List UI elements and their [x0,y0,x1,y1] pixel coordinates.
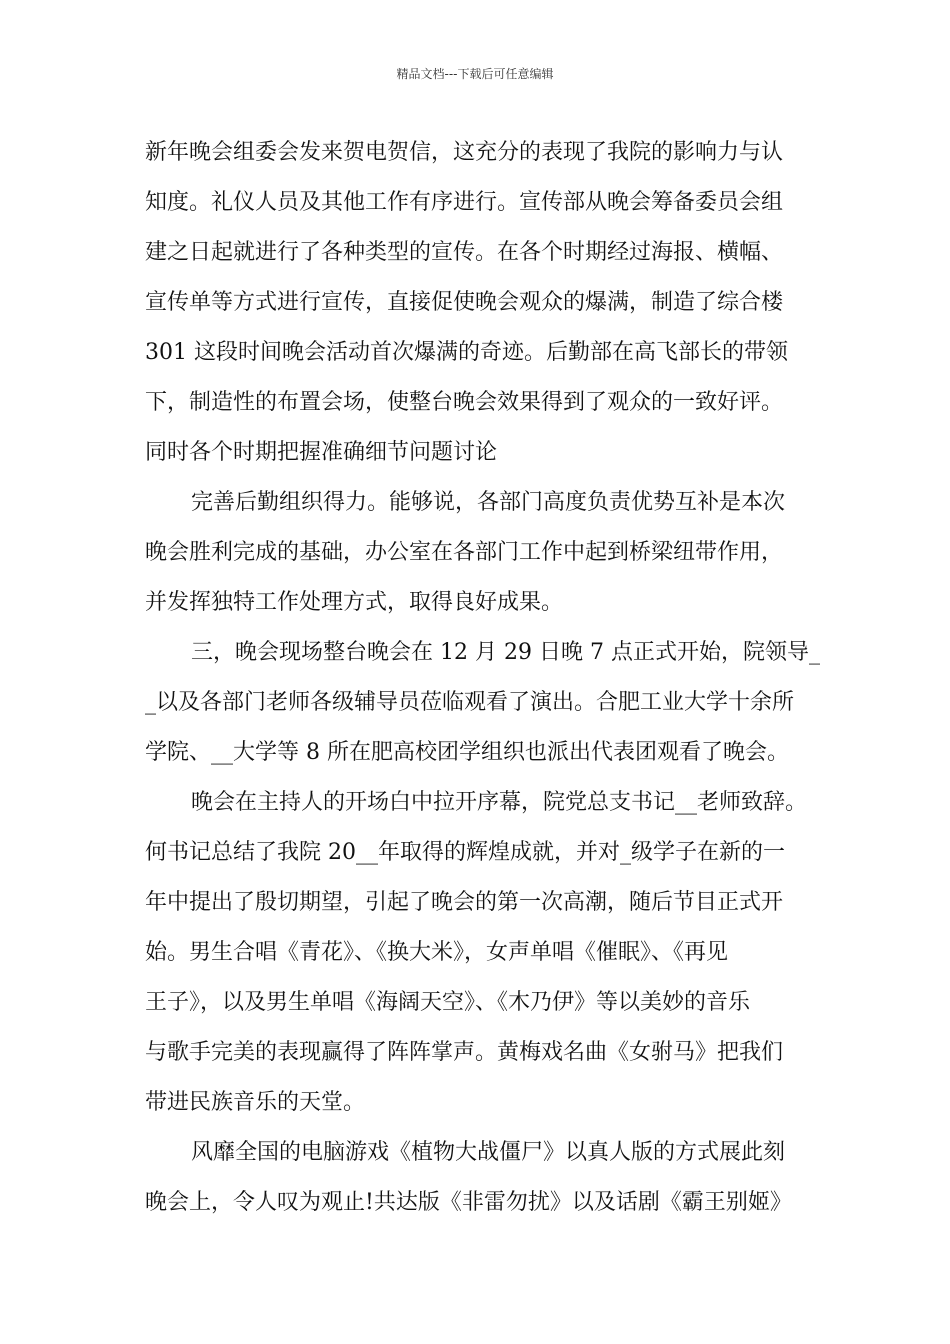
paragraph-2 [145,478,810,628]
text-line: 学院、__大学等 8 所在肥高校团学组织也派出代表团观看了晚会。 [145,740,789,765]
text-line: 同时各个时期把握准确细节问题讨论 [145,440,498,465]
text-line: 何书记总结了我院 20__年取得的辉煌成就，并对_级学子在新的一 [145,840,785,865]
document-body [145,128,820,1228]
text-line: 王子》，以及男生单唱《海阔天空》、《木乃伊》等以美妙的音乐 [145,990,751,1015]
text-line: 并发挥独特工作处理方式，取得良好成果。 [145,590,564,615]
text-line: 风靡全国的电脑游戏《植物大战僵尸》以真人版的方式展此刻 [191,1140,786,1165]
text-line: 与歌手完美的表现赢得了阵阵掌声。黄梅戏名曲《女驸马》把我们 [145,1040,784,1065]
text-line: _以及各部门老师各级辅导员莅临观看了演出。合肥工业大学十余所 [145,690,795,715]
text-line: 年中提出了殷切期望，引起了晚会的第一次高潮，随后节目正式开 [145,890,784,915]
text-line: 301 这段时间晚会活动首次爆满的奇迹。后勤部在高飞部长的带领 [145,340,788,365]
text-line: 完善后勤组织得力。能够说，各部门高度负责优势互补是本次 [191,490,786,515]
text-line: 晚会胜利完成的基础，办公室在各部门工作中起到桥梁纽带作用， [145,540,784,565]
text-line: 晚会在主持人的开场白中拉开序幕，院党总支书记__老师致辞。 [191,790,808,815]
text-line: 始。男生合唱《青花》、《换大米》，女声单唱《催眠》、《再见 [145,940,729,965]
text-line: 建之日起就进行了各种类型的宣传。在各个时期经过海报、横幅、 [145,240,784,265]
text-line: 带进民族音乐的天堂。 [145,1090,366,1115]
text-line: 三，晚会现场整台晚会在 12 月 29 日晚 7 点正式开始，院领导_ [191,640,820,665]
page-header: 精品文档---下载后可任意编辑 [396,67,554,81]
paragraph-1 [145,128,810,478]
text-line: 新年晚会组委会发来贺电贺信，这充分的表现了我院的影响力与认 [145,140,784,165]
text-line: 晚会上，令人叹为观止!共达版《非雷勿扰》以及话剧《霸王别姬》 [145,1190,792,1215]
paragraph-5 [145,1128,810,1228]
paragraph-3 [145,628,820,778]
text-line: 知度。礼仪人员及其他工作有序进行。宣传部从晚会筹备委员会组 [145,190,784,215]
text-line: 下，制造性的布置会场，使整台晚会效果得到了观众的一致好评。 [145,390,784,415]
paragraph-4 [145,778,810,1128]
text-line: 宣传单等方式进行宣传，直接促使晚会观众的爆满，制造了综合楼 [145,290,784,315]
